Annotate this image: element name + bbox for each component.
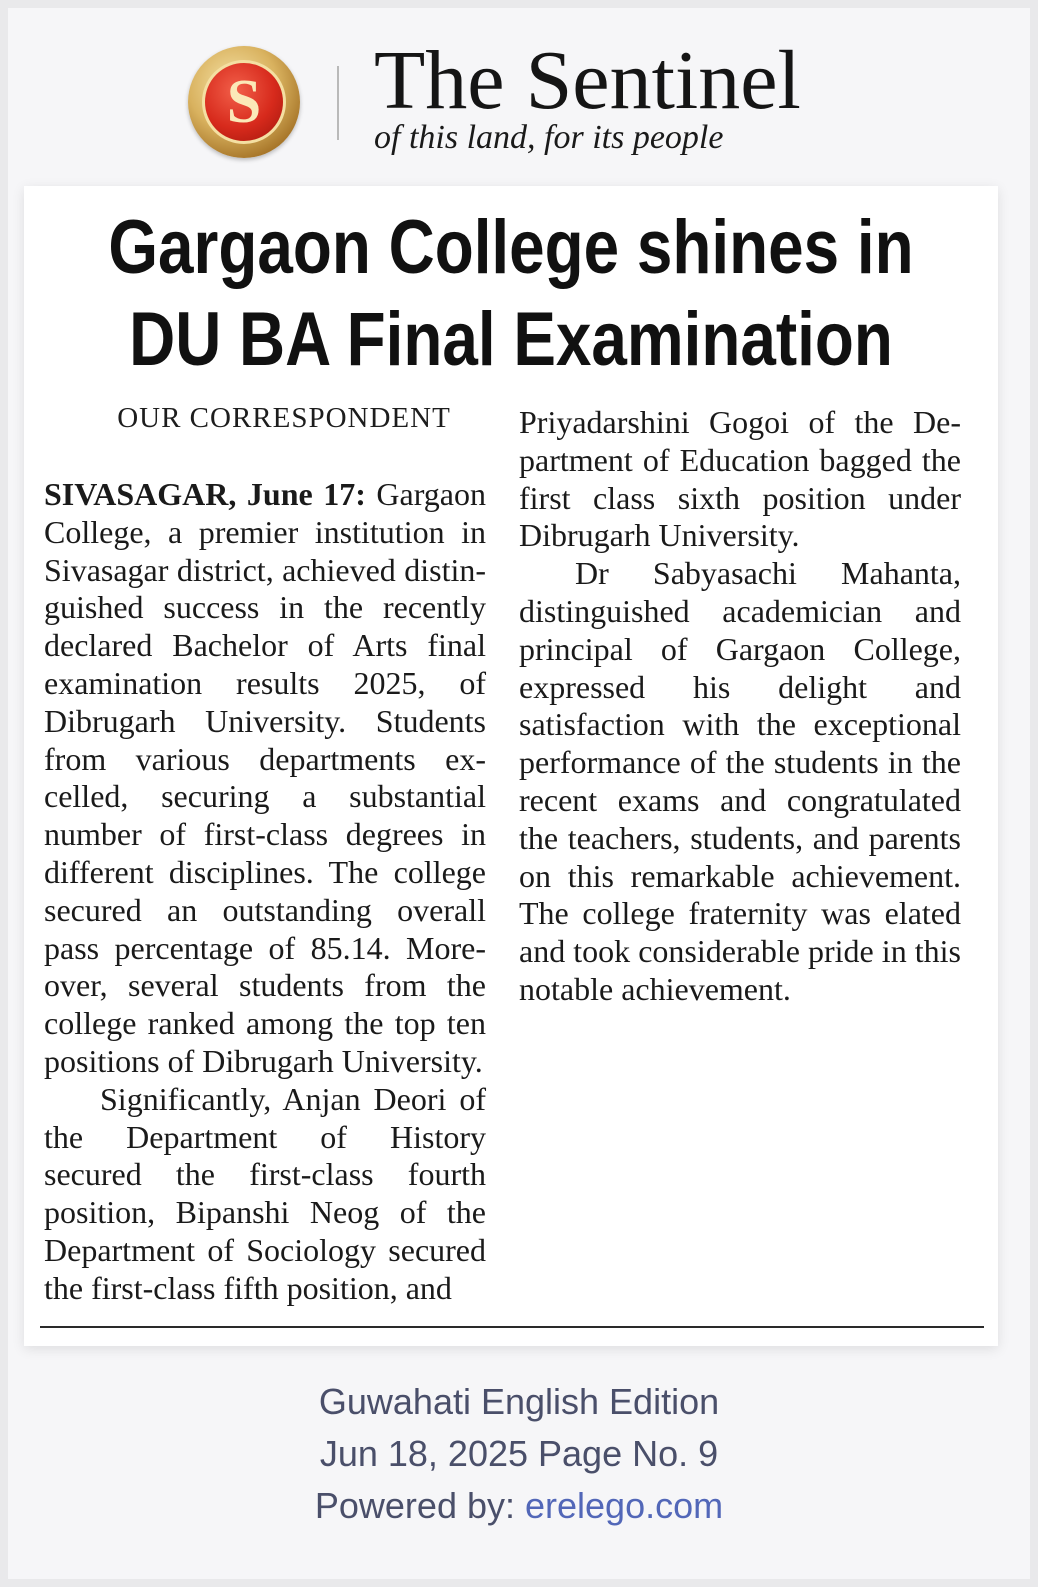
masthead	[8, 8, 1030, 188]
logo-letter: S	[226, 68, 262, 136]
powered-by-link[interactable]: erelego.com	[525, 1485, 724, 1526]
paragraph-3: Dr Sabyasachi Mahanta, distinguished academician and principal of Gargaon College, expressed his delight and satisfaction with the exceptional performance of the students in the recent exams and congratulated the teachers, students, and parents on this remarkable achievement. The college fraternity was elated and took considerable pride in this notable achievement.	[519, 555, 961, 1007]
masthead-divider	[337, 66, 339, 140]
headline-line-1: Gargaon College shines in	[108, 205, 914, 290]
paragraph-2: Significantly, Anjan Deori of the Department of History secured the first-class fourth position, Bipanshi Neog of the Department of Sociology secured the first-class fifth position, and	[44, 1080, 486, 1306]
article-column-left	[44, 476, 486, 1308]
paper-name: The Sentinel	[374, 34, 801, 127]
bottom-rule	[40, 1326, 984, 1328]
article-column-right	[519, 404, 961, 1009]
paragraph-1-text: Gargaon College, a premier institution in Sivasagar district, achieved distinguished success in the recently declared Bachelor of Arts final examination results 2025, of Dibrugarh University. Students from various departments excelled, securing a substantial number of first-class degrees in different disciplines. The college secured an outstanding overall pass percentage of 85.14. Moreover, several students from the college ranked among the top ten positions of Dibrugarh University.	[44, 476, 486, 1079]
page	[8, 8, 1030, 1579]
edition-footer	[8, 1376, 1030, 1532]
edition-date-page: Jun 18, 2025 Page No. 9	[319, 1433, 719, 1474]
headline	[102, 202, 920, 386]
headline-line-2: DU BA Final Examination	[129, 297, 893, 382]
byline: OUR CORRESPONDENT	[117, 402, 451, 434]
article-clipping	[24, 186, 998, 1346]
sentinel-s-logo-icon	[188, 46, 300, 158]
paper-tagline: of this land, for its people	[374, 119, 724, 156]
dateline: SIVASAGAR, June 17:	[44, 476, 366, 512]
paragraph-2-continued: Priyadarshini Gogoi of the Department of Education bagged the first class sixth position under Dibrugarh University.	[519, 404, 961, 554]
powered-by-label: Powered by:	[314, 1485, 525, 1526]
powered-by	[8, 1480, 1030, 1532]
paragraph-1	[44, 476, 486, 1081]
edition-name: Guwahati English Edition	[318, 1381, 720, 1422]
